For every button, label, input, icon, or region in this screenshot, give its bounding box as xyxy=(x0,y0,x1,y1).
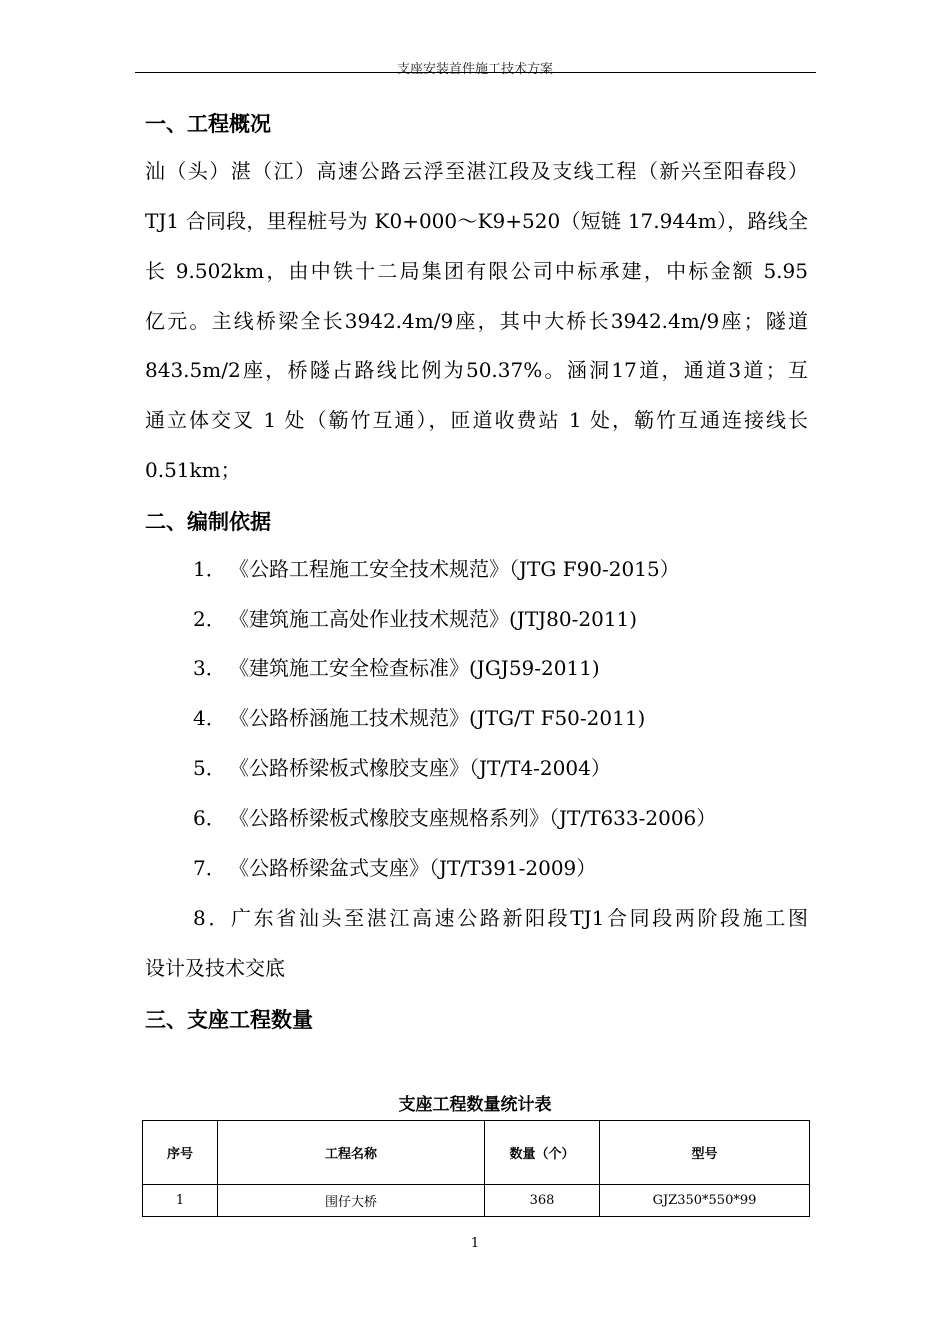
reference-item xyxy=(193,705,645,731)
reference-number: 1． xyxy=(193,557,226,581)
header-divider xyxy=(135,72,816,73)
reference-item-8-line1: 8．广东省汕头至湛江高速公路新阳段TJ1合同段两阶段施工图 xyxy=(193,906,808,930)
reference-number: 7． xyxy=(193,856,226,880)
table-cell: 368 xyxy=(485,1185,600,1217)
reference-item xyxy=(193,606,637,632)
column-header: 型号 xyxy=(600,1121,810,1185)
page-number: 1 xyxy=(470,1236,480,1251)
reference-text: 《公路桥梁板式橡胶支座》（JT/T4-2004） xyxy=(229,756,611,780)
table-cell: GJZ350*550*99 xyxy=(600,1185,810,1217)
table-header-row xyxy=(143,1121,810,1185)
overview-line: TJ1 合同段，里程桩号为 K0+000～K9+520（短链 17.944m），路线全 xyxy=(145,209,808,233)
reference-item-8-line2: 设计及技术交底 xyxy=(145,956,285,980)
overview-line: 汕（头）湛（江）高速公路云浮至湛江段及支线工程（新兴至阳春段） xyxy=(145,159,808,183)
reference-number: 2． xyxy=(193,607,226,631)
overview-line: 亿元。主线桥梁全长3942.4m/9座，其中大桥长3942.4m/9座；隧道 xyxy=(145,309,808,333)
overview-line: 0.51km； xyxy=(145,458,241,482)
overview-line: 通立体交叉 1 处（簕竹互通），匝道收费站 1 处，簕竹互通连接线长 xyxy=(145,408,808,432)
reference-number: 6． xyxy=(193,806,226,830)
reference-item xyxy=(193,855,596,881)
table-row xyxy=(143,1185,810,1217)
reference-item xyxy=(193,556,680,582)
table-cell: 1 xyxy=(143,1185,218,1217)
reference-item xyxy=(193,805,716,831)
reference-text: 《建筑施工高处作业技术规范》(JTJ80-2011) xyxy=(229,607,638,631)
bearing-quantity-table xyxy=(142,1120,810,1217)
reference-text: 《公路桥涵施工技术规范》(JTG/T F50-2011) xyxy=(229,706,646,730)
reference-item xyxy=(193,755,611,781)
reference-item xyxy=(193,655,600,681)
table-cell: 围仔大桥 xyxy=(218,1185,485,1217)
column-header: 工程名称 xyxy=(218,1121,485,1185)
reference-text: 《公路桥梁盆式支座》（JT/T391-2009） xyxy=(229,856,597,880)
section-heading-basis: 二、编制依据 xyxy=(145,510,271,534)
reference-number: 5． xyxy=(193,756,226,780)
page-header-title: 支座安装首件施工技术方案 xyxy=(396,62,553,77)
column-header: 数量（个） xyxy=(485,1121,600,1185)
overview-line: 长 9.502km，由中铁十二局集团有限公司中标承建，中标金额 5.95 xyxy=(145,259,808,283)
overview-line: 843.5m/2座，桥隧占路线比例为50.37%。涵洞17道，通道3道；互 xyxy=(145,358,808,382)
section-heading-quantity: 三、支座工程数量 xyxy=(145,1008,313,1032)
reference-text: 《建筑施工安全检查标准》(JGJ59-2011) xyxy=(229,656,600,680)
column-header: 序号 xyxy=(143,1121,218,1185)
reference-text: 《公路工程施工安全技术规范》（JTG F90-2015） xyxy=(229,557,680,581)
reference-text: 《公路桥梁板式橡胶支座规格系列》（JT/T633-2006） xyxy=(229,806,717,830)
reference-number: 3． xyxy=(193,656,226,680)
section-heading-overview: 一、工程概况 xyxy=(145,112,271,136)
table-caption: 支座工程数量统计表 xyxy=(398,1095,552,1115)
reference-number: 4． xyxy=(193,706,226,730)
